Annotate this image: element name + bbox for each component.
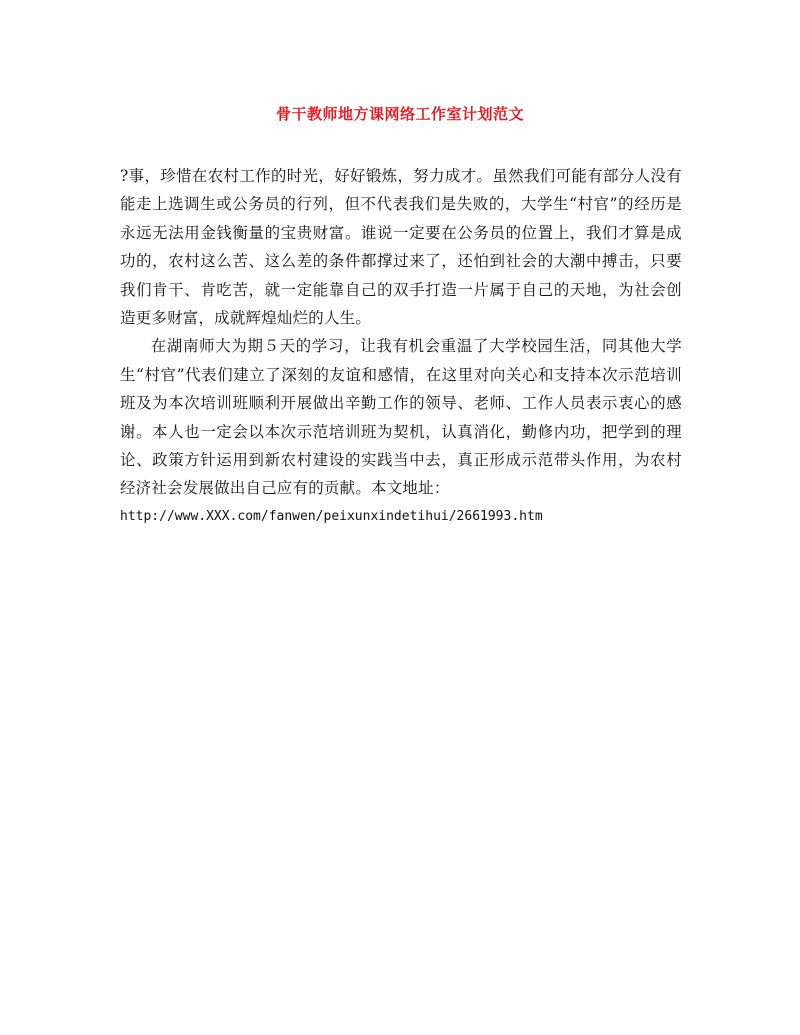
document-body [120, 162, 682, 531]
document-title: 骨干教师地方课网络工作室计划范文 [275, 105, 524, 123]
body-paragraph-2: 在湖南师大为期５天的学习，让我有机会重温了大学校园生活，同其他大学生“村官”代表们建立了深刻的友谊和感情，在这里对向关心和支持本次示范培训班及为本次培训班顺利开展做出辛勤工作的领导、老师、工作人员表示衷心的感谢。本人也一定会以本次示范培训班为契机，认真消化，勤修内功，把学到的理论、政策方针运用到新农村建设的实践当中去，真正形成示范带头作用，为农村经济社会发展做出自己应有的贡献。本文地址： [120, 337, 682, 498]
source-url: http://www.XXX.com/fanwen/peixunxindetihui/2661993.htm [120, 508, 543, 524]
body-paragraph-1: ?事，珍惜在农村工作的时光，好好锻炼，努力成才。虽然我们可能有部分人没有能走上选调生或公务员的行列，但不代表我们是失败的，大学生“村官”的经历是永远无法用金钱衡量的宝贵财富。谁说一定要在公务员的位置上，我们才算是成功的，农村这么苦、这么差的条件都撑过来了，还怕到社会的大潮中搏击，只要我们肯干、肯吃苦，就一定能靠自己的双手打造一片属于自己的天地，为社会创造更多财富，成就辉煌灿烂的人生。 [120, 167, 682, 328]
